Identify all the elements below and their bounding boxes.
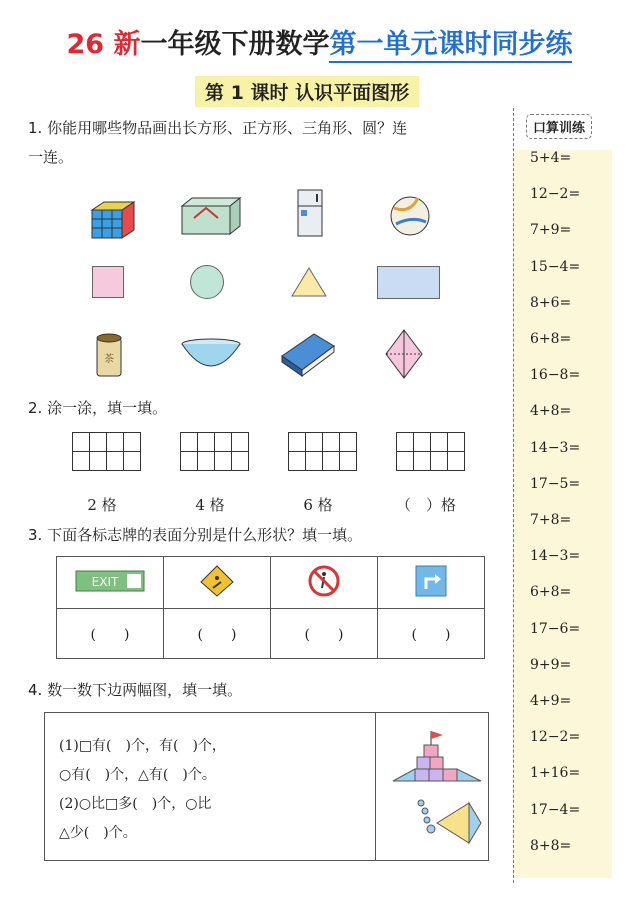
mental-math-item[interactable]: 14−3= <box>530 548 581 565</box>
grid-cell[interactable] <box>232 452 249 471</box>
rubik-cube-image <box>88 198 136 240</box>
volleyball-image <box>388 194 432 238</box>
grid-table[interactable] <box>288 432 357 471</box>
book-image <box>280 330 336 378</box>
sign-answer-4[interactable]: ( ) <box>378 609 485 659</box>
title-series: 第一单元课时同步练 <box>329 29 572 63</box>
title-new: 新 <box>113 29 141 60</box>
q4-line-3: (2)○比□多( )个，○比 <box>59 796 212 812</box>
circle-shape <box>190 265 224 299</box>
lesson-title: 第 1 课时 认识平面图形 <box>195 76 419 107</box>
page-title <box>0 22 639 61</box>
q2-title: 2. 涂一涂，填一填。 <box>28 399 168 417</box>
mental-math-title: 口算训练 <box>526 114 592 139</box>
mental-math-item[interactable]: 4+8= <box>530 403 572 420</box>
mental-math-item[interactable]: 12−2= <box>530 729 581 746</box>
side-divider <box>513 108 514 883</box>
sign-answer-3[interactable]: ( ) <box>271 609 378 659</box>
grid-cell[interactable] <box>107 433 124 452</box>
grid-cell[interactable] <box>181 433 198 452</box>
turn-right-sign-icon <box>415 565 447 597</box>
q4-line-2: ○有( )个，△有( )个。 <box>59 767 216 783</box>
grid-3[interactable] <box>288 432 357 471</box>
grid-cell[interactable] <box>215 452 232 471</box>
grid-cell[interactable] <box>323 452 340 471</box>
mental-math-item[interactable]: 7+8= <box>530 512 572 528</box>
grid-cell[interactable] <box>448 452 465 471</box>
q1-line1: 1. 你能用哪些物品画出长方形、正方形、三角形、圆？连 <box>28 119 408 137</box>
grid-cell[interactable] <box>340 452 357 471</box>
q4-panel <box>44 712 489 861</box>
q1-line2: 一连。 <box>28 148 74 166</box>
turn-right-sign-cell <box>378 557 485 609</box>
grid-cell[interactable] <box>448 433 465 452</box>
q3-title: 3. 下面各标志牌的表面分别是什么形状？填一填。 <box>28 526 363 544</box>
grid-label-2: 4 格 <box>195 496 225 514</box>
grid-cell[interactable] <box>198 433 215 452</box>
exit-sign-icon <box>75 570 145 592</box>
square-shape <box>92 266 124 298</box>
mental-math-item[interactable]: 6+8= <box>530 584 572 601</box>
sign-answer-2[interactable]: ( ) <box>164 609 271 659</box>
grid-4[interactable] <box>396 432 465 471</box>
no-pedestrian-sign-cell <box>271 557 378 609</box>
sign-answer-1[interactable]: ( ) <box>57 609 164 659</box>
mental-math-item[interactable]: 9+9= <box>530 656 572 673</box>
grid-cell[interactable] <box>340 433 357 452</box>
triangle-shape <box>290 266 328 298</box>
grid-cell[interactable] <box>181 452 198 471</box>
svg-text:EXIT: EXIT <box>91 574 119 589</box>
title-number: 26 <box>66 29 105 60</box>
grid-cell[interactable] <box>306 433 323 452</box>
grid-cell[interactable] <box>198 452 215 471</box>
grid-cell[interactable] <box>90 452 107 471</box>
mental-math-item[interactable]: 17−4= <box>530 801 581 818</box>
grid-cell[interactable] <box>431 433 448 452</box>
grid-cell[interactable] <box>306 452 323 471</box>
grid-cell[interactable] <box>397 452 414 471</box>
grid-table[interactable] <box>396 432 465 471</box>
mental-math-item[interactable]: 16−8= <box>530 367 581 384</box>
grid-cell[interactable] <box>73 433 90 452</box>
construction-sign-icon <box>199 564 235 598</box>
mental-math-item[interactable]: 7+9= <box>530 222 572 239</box>
grid-cell[interactable] <box>289 452 306 471</box>
grid-label-3: 6 格 <box>303 496 333 514</box>
mental-math-item[interactable]: 14−3= <box>530 439 581 456</box>
grid-1[interactable] <box>72 432 141 471</box>
grid-cell[interactable] <box>107 452 124 471</box>
mental-math-item[interactable]: 6+8= <box>530 331 572 347</box>
signs-table <box>56 556 485 659</box>
grid-cell[interactable] <box>414 452 431 471</box>
pyramid-image <box>384 328 424 380</box>
q4-line-4: △少( )个。 <box>59 825 137 841</box>
grid-cell[interactable] <box>90 433 107 452</box>
mental-math-item[interactable]: 17−6= <box>530 620 581 637</box>
refrigerator-image <box>295 188 325 238</box>
mental-math-item[interactable]: 1+16= <box>530 765 581 782</box>
tissue-box-image <box>178 196 242 238</box>
grid-cell[interactable] <box>124 452 141 471</box>
construction-sign-cell <box>164 557 271 609</box>
grid-cell[interactable] <box>323 433 340 452</box>
q4-line-1: (1)□有( )个，有( )个， <box>59 738 226 754</box>
q4-title: 4. 数一数下边两幅图，填一填。 <box>28 681 243 699</box>
grid-cell[interactable] <box>397 433 414 452</box>
rectangle-shape <box>377 266 440 299</box>
grid-cell[interactable] <box>414 433 431 452</box>
tea-can-image <box>93 332 125 378</box>
mental-math-item[interactable]: 17−5= <box>530 475 581 492</box>
mental-math-item[interactable]: 5+4= <box>530 150 572 166</box>
ship-picture <box>391 723 483 853</box>
mental-math-item[interactable]: 8+8= <box>530 837 572 854</box>
grid-label-1: 2 格 <box>87 496 117 514</box>
grid-cell[interactable] <box>73 452 90 471</box>
mental-math-item[interactable]: 12−2= <box>530 186 581 203</box>
panel-divider <box>375 713 376 860</box>
grid-cell[interactable] <box>124 433 141 452</box>
grid-cell[interactable] <box>215 433 232 452</box>
mental-math-item[interactable]: 15−4= <box>530 258 581 275</box>
grid-cell[interactable] <box>232 433 249 452</box>
grid-table[interactable] <box>180 432 249 471</box>
mental-math-item[interactable]: 8+6= <box>530 294 572 311</box>
q1-text <box>28 114 508 172</box>
title-main: 一年级下册数学 <box>140 29 330 60</box>
no-pedestrian-sign-icon <box>307 564 341 598</box>
grid-label-4[interactable]: （ ）格 <box>395 496 456 514</box>
svg-text:茶: 茶 <box>104 354 114 365</box>
grid-cell[interactable] <box>431 452 448 471</box>
bowl-image <box>180 338 242 374</box>
grid-table[interactable] <box>72 432 141 471</box>
grid-2[interactable] <box>180 432 249 471</box>
grid-cell[interactable] <box>289 433 306 452</box>
exit-sign-cell <box>57 557 164 609</box>
mental-math-item[interactable]: 4+9= <box>530 693 572 709</box>
